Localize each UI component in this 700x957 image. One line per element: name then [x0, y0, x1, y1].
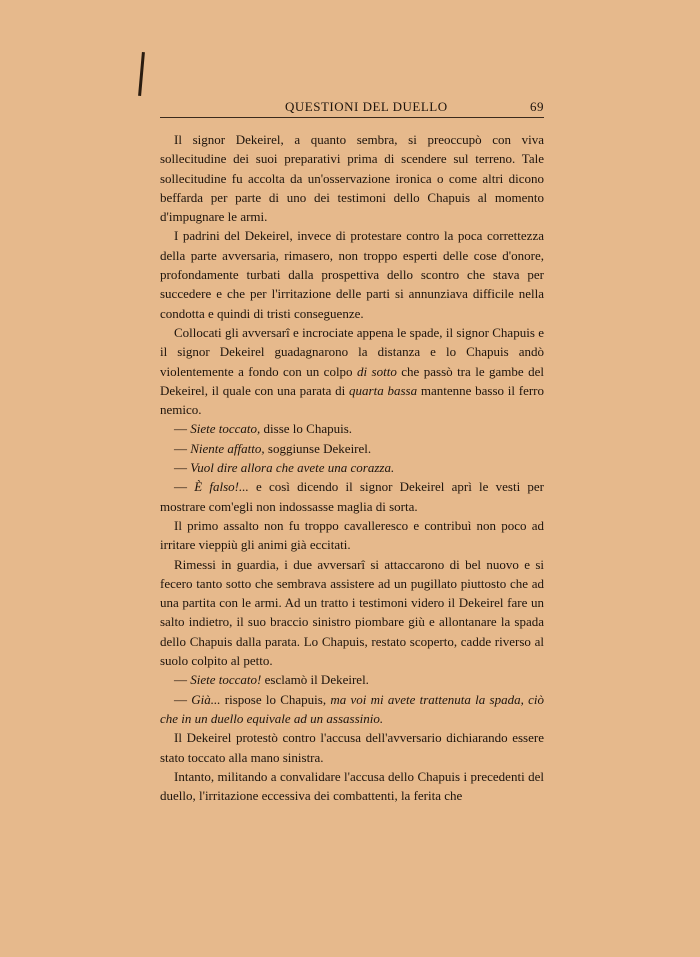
paragraph: [160, 439, 544, 458]
text-run: Il signor Dekeirel, a quanto sembra, si preoccupò con viva sollecitudine dei suoi preparativi prima di scendere sul terreno. Tale sollecitudine fu accolta da un'osservazione ironica o come altri dicono beffarda per parte di uno dei testimoni dello Chapuis al momento d'impugnare le armi.: [160, 132, 544, 225]
italic-run: Già...: [191, 691, 221, 707]
text-run: —: [174, 421, 191, 437]
text-run: disse lo Chapuis.: [260, 421, 353, 437]
text-run: —: [174, 672, 191, 688]
paragraph: [160, 516, 544, 555]
italic-run: Siete toccato!: [190, 672, 262, 688]
text-run: Il Dekeirel protestò contro l'accusa dell'avversario dichiarando essere stato toccato alla mano sinistra.: [160, 730, 544, 765]
text-run: mantenne basso il ferro nemico.: [160, 382, 545, 418]
text-run: Rimessi in guardia, i due avversarî si attaccarono di bel nuovo e si fecero tanto sotto che sembrava assistere ad un pugillato piuttosto che ad una partita con le armi. Ad un tratto i testimoni videro il Dekeirel fare un salto indietro, il suo braccio sinistro piombare giù e allontanare la spada dello Chapuis dalla parata. Lo Chapuis, restato scoperto, cadde riverso al suolo colpito al petto.: [160, 556, 544, 669]
text-run: soggiunse Dekeirel.: [264, 440, 372, 456]
paragraph: [160, 226, 544, 322]
paragraph: [160, 323, 544, 419]
italic-run: Niente affatto,: [190, 440, 265, 456]
body-text: [160, 130, 544, 805]
text-run: e così dicendo il signor Dekeirel aprì le vesti per mostrare com'egli non indossasse maglia di sorta.: [160, 479, 544, 514]
paragraph: [160, 419, 544, 438]
margin-pen-mark: [138, 52, 145, 96]
paragraph: [160, 555, 544, 671]
text-run: Intanto, militando a convalidare l'accusa dello Chapuis i precedenti del duello, l'irritazione eccessiva dei combattenti, la ferita che: [160, 768, 544, 804]
text-run: —: [174, 440, 191, 456]
text-run: esclamò il Dekeirel.: [261, 672, 369, 688]
text-run: I padrini del Dekeirel, invece di protestare contro la poca correttezza della parte avversaria, rimasero, non troppo esperti delle cose d'onore, profondamente turbati dalla prospettiva dello scontro che stava per succedere e che per l'irritazione delle parti si annunziava difficile nella condotta e quindi di tristi conseguenze.: [160, 228, 544, 321]
italic-run: Vuol dire allora che avete una corazza.: [190, 460, 395, 476]
paragraph: [160, 477, 544, 516]
paragraph: [160, 728, 544, 767]
text-run: rispose lo Chapuis,: [220, 691, 331, 707]
running-header: [160, 99, 544, 118]
italic-run: di sotto: [357, 363, 397, 379]
italic-run: quarta bassa: [349, 382, 418, 398]
text-run: —: [174, 479, 195, 495]
italic-run: ma voi mi avete trattenuta la spada, ciò che in un duello equivale ad un assassinio.: [160, 691, 544, 726]
running-title: QUESTIONI DEL DUELLO: [285, 99, 448, 114]
page-number: 69: [530, 99, 544, 114]
paragraph: [160, 767, 544, 806]
text-run: —: [174, 691, 192, 707]
text-run: che passò tra le gambe del Dekeirel, il quale con una parata di: [160, 363, 545, 398]
text-run: —: [174, 460, 191, 476]
italic-run: Siete toccato,: [190, 421, 261, 437]
paragraph: [160, 690, 544, 729]
paragraph: [160, 458, 544, 477]
text-run: Il primo assalto non fu troppo cavalleresco e contribuì non poco ad irritare vieppiù gli animi già eccitati.: [160, 517, 544, 553]
paragraph: [160, 670, 544, 689]
italic-run: È falso!...: [194, 479, 249, 495]
text-run: Collocati gli avversarî e incrociate appena le spade, il signor Chapuis e il signor Dekeirel guadagnarono la distanza e lo Chapuis andò violentemente a fondo con un colpo: [160, 324, 544, 379]
paragraph: [160, 130, 544, 226]
